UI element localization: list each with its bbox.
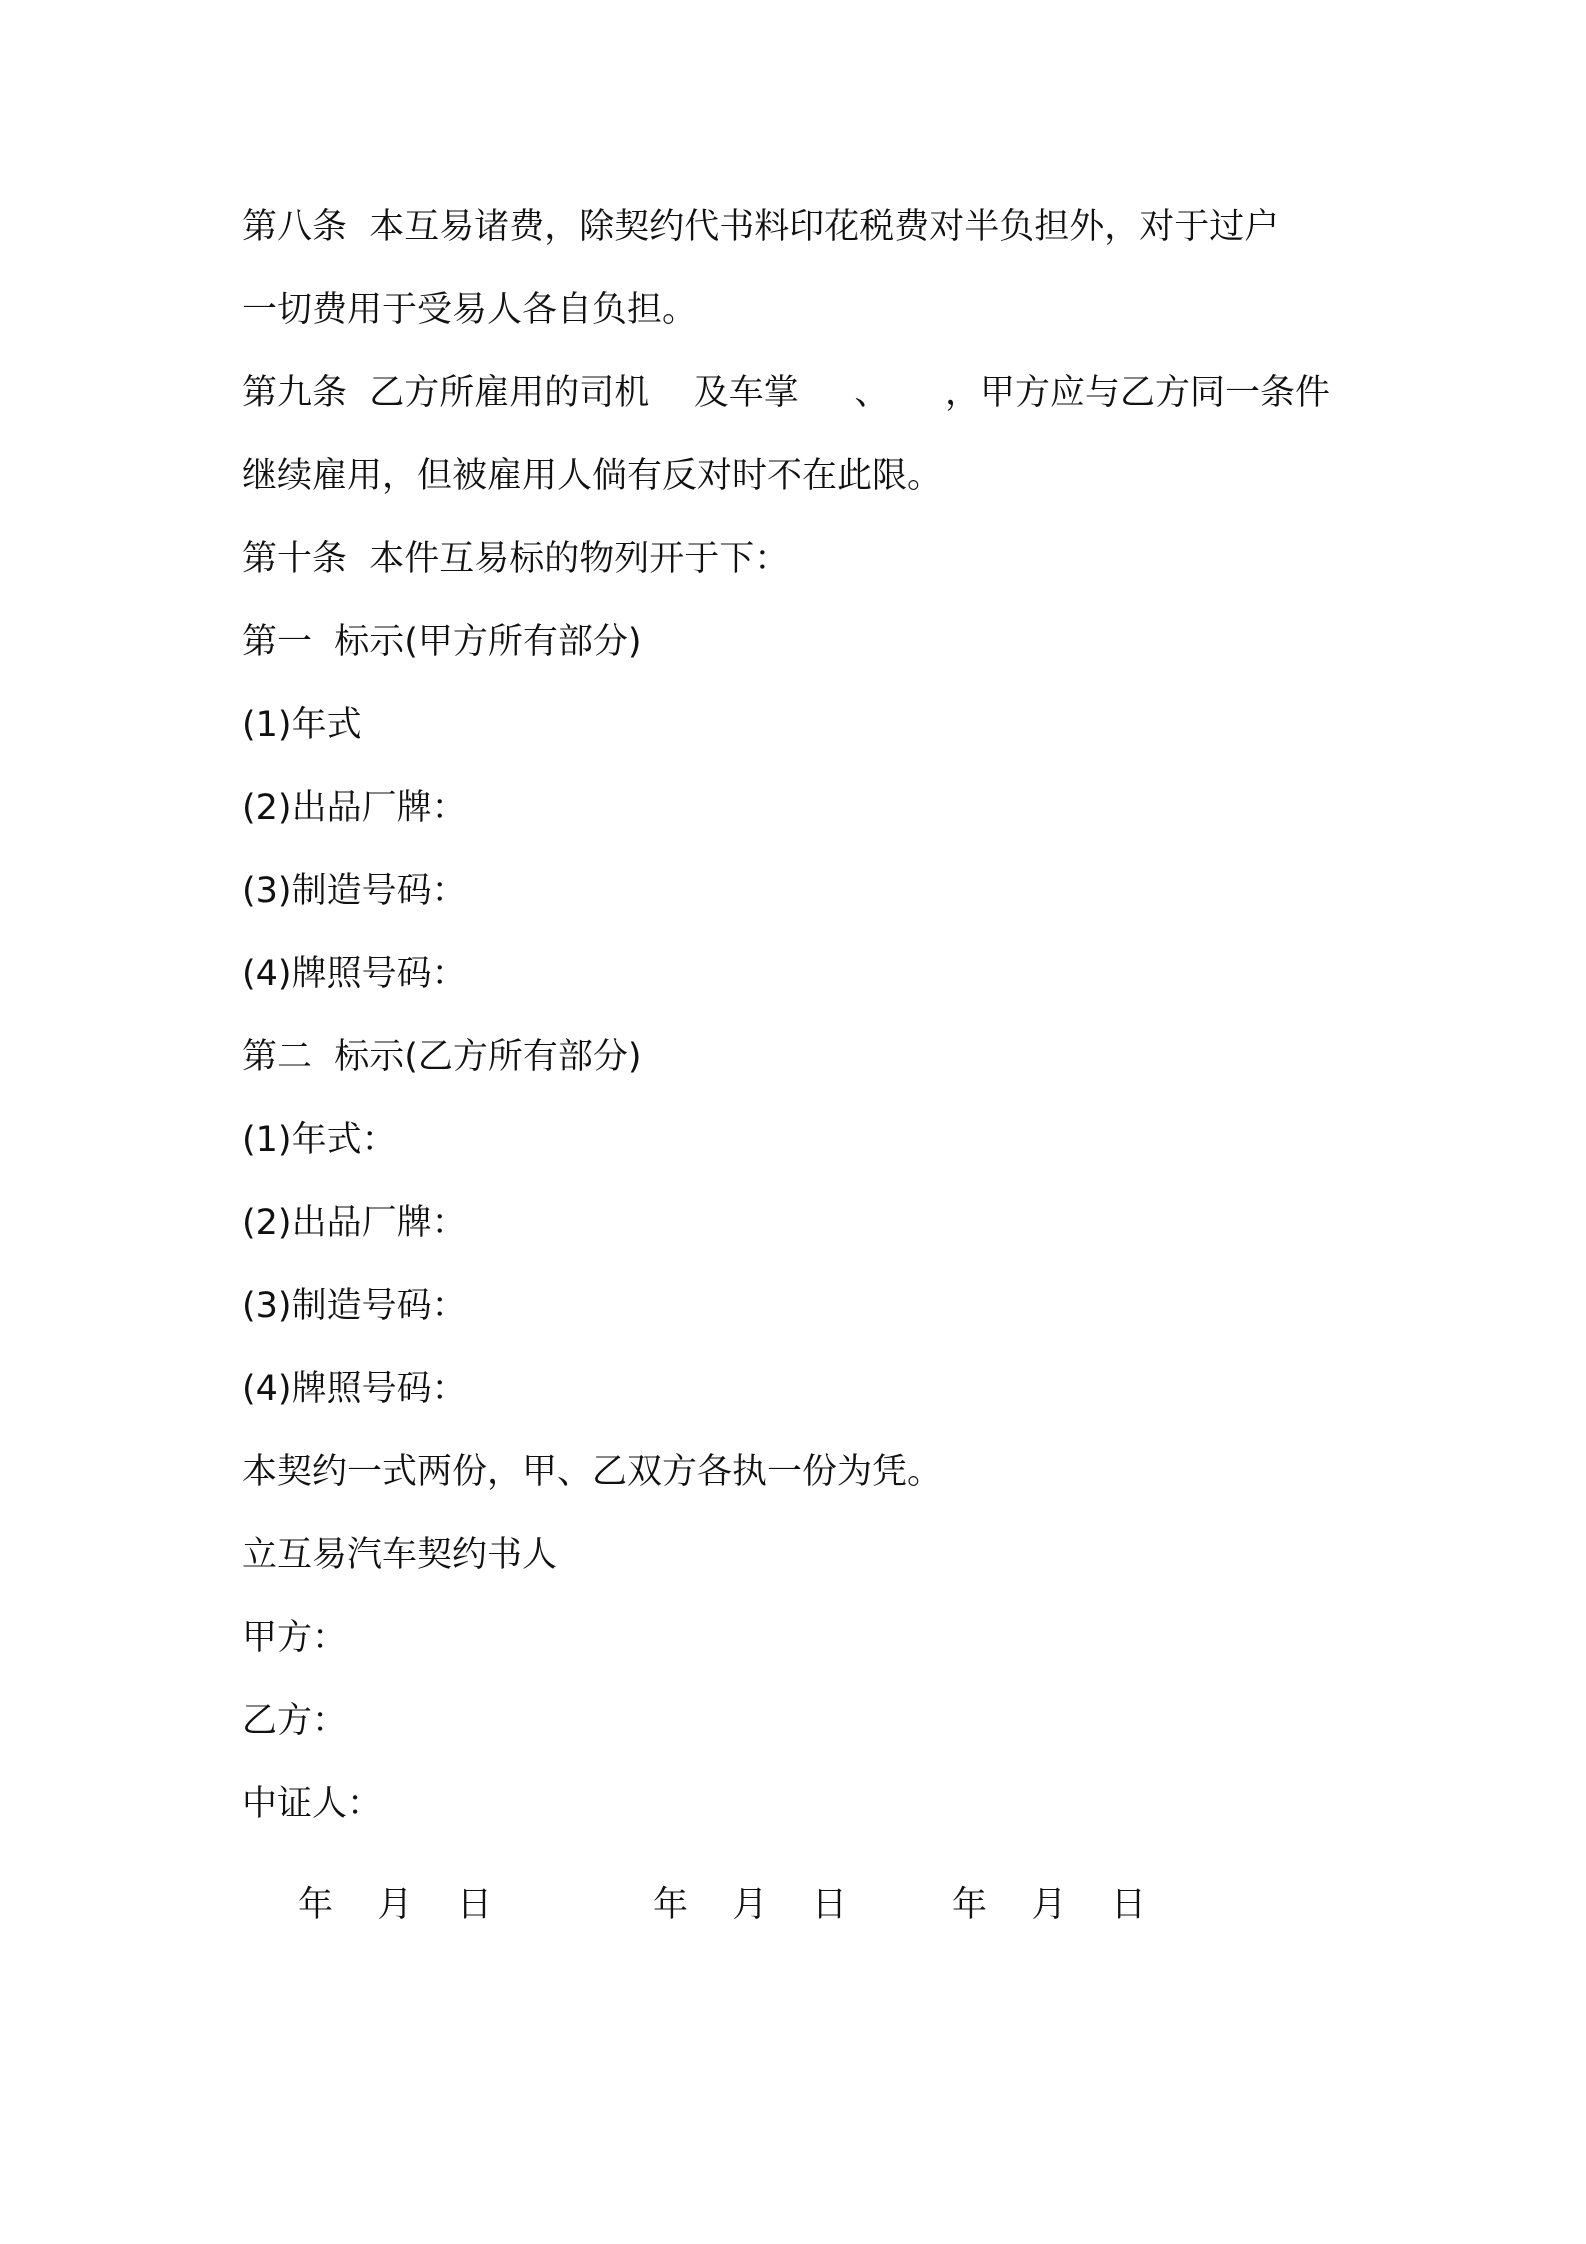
section-2-heading: 第二 标示(乙方所有部分)	[242, 1037, 642, 1077]
section-1-item-1: (1)年式	[242, 705, 362, 745]
party-a-label: 甲方：	[242, 1618, 348, 1658]
party-b-label: 乙方：	[242, 1701, 348, 1741]
copies-clause: 本契约一式两份，甲、乙双方各执一份为凭。	[242, 1452, 943, 1492]
section-2-item-3: (3)制造号码：	[242, 1286, 467, 1326]
section-2-item-1: (1)年式：	[242, 1120, 397, 1160]
date-field-party-b: 年 月 日	[653, 1885, 848, 1925]
section-1-item-3: (3)制造号码：	[242, 871, 467, 911]
witness-label: 中证人：	[242, 1784, 383, 1824]
section-1-heading: 第一 标示(甲方所有部分)	[242, 622, 642, 662]
date-field-witness: 年 月 日	[952, 1885, 1147, 1925]
article-8-line-2: 一切费用于受易人各自负担。	[242, 290, 698, 330]
section-2-item-4: (4)牌照号码：	[242, 1369, 467, 1409]
signatories-heading: 立互易汽车契约书人	[242, 1535, 558, 1575]
date-field-party-a: 年 月 日	[298, 1885, 493, 1925]
article-9-line-1: 第九条 乙方所雇用的司机 及车掌 、 ，甲方应与乙方同一条件	[242, 373, 1331, 413]
article-9-line-2: 继续雇用，但被雇用人倘有反对时不在此限。	[242, 456, 943, 496]
article-8-line-1: 第八条 本互易诸费，除契约代书料印花税费对半负担外，对于过户	[242, 207, 1280, 247]
section-1-item-4: (4)牌照号码：	[242, 954, 467, 994]
section-2-item-2: (2)出品厂牌：	[242, 1203, 467, 1243]
article-10-line: 第十条 本件互易标的物列开于下：	[242, 539, 790, 579]
section-1-item-2: (2)出品厂牌：	[242, 788, 467, 828]
